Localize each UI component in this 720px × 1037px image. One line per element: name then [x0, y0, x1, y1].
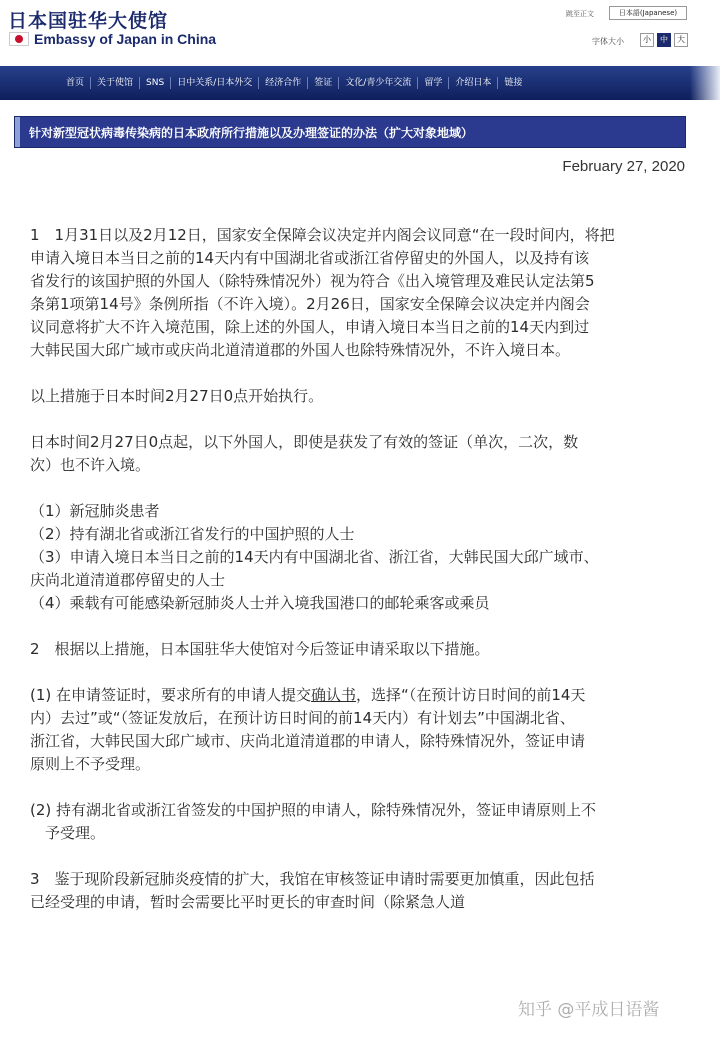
article-title-bar — [14, 116, 686, 148]
font-size-medium-button[interactable]: 中 — [657, 33, 671, 47]
paragraph-line: 次）也不许入境。 — [30, 456, 151, 474]
font-size-large-button[interactable]: 大 — [674, 33, 688, 47]
title-accent — [15, 117, 20, 147]
paragraph-line: 原则上不予受理。 — [30, 755, 151, 773]
paragraph-line: 已经受理的申请，暂时会需要比平时更长的审查时间（除紧急人道 — [30, 893, 466, 911]
nav-item-home[interactable]: 首页 — [60, 77, 91, 89]
nav-item-culture[interactable]: 文化/青少年交流 — [339, 77, 418, 89]
font-size-small-button[interactable]: 小 — [640, 33, 654, 47]
nav-edge-decoration — [690, 66, 720, 100]
watermark: 知乎 @平成日语酱 — [518, 1000, 660, 1020]
list-item: （2）持有湖北省或浙江省发行的中国护照的人士 — [30, 525, 355, 543]
paragraph-line — [30, 684, 680, 707]
main-nav — [0, 66, 720, 100]
paragraph-line: 2 根据以上措施，日本国驻华大使馆对今后签证申请采取以下措施。 — [30, 640, 490, 658]
paragraph-line: 以上措施于日本时间2月27日0点开始执行。 — [30, 387, 324, 405]
paragraph-line: 大韩民国大邱广域市或庆尚北道清道郡的外国人也除特殊情况外，不许入境日本。 — [30, 341, 571, 359]
site-title[interactable]: 日本国驻华大使馆 — [8, 10, 169, 32]
nav-item-about[interactable]: 关于使馆 — [91, 77, 140, 89]
nav-item-relations[interactable]: 日中关系/日本外交 — [171, 77, 259, 89]
paragraph-line: 1 1月31日以及2月12日，国家安全保障会议决定并内阁会议同意“在一段时间内，将把 — [30, 226, 615, 244]
list-item: 庆尚北道清道郡停留史的人士 — [30, 571, 226, 589]
nav-item-links[interactable]: 链接 — [504, 78, 523, 88]
nav-item-economy[interactable]: 经济合作 — [259, 77, 308, 89]
font-size-label: 字体大小 — [592, 37, 624, 46]
paragraph-text: (1) 在申请签证时，要求所有的申请人提交 — [30, 686, 312, 704]
paragraph-line: 予受理。 — [30, 824, 106, 842]
paragraph-line: 议同意将扩大不许入境范围，除上述的外国人，申请入境日本当日之前的14天内到过 — [30, 318, 590, 336]
nav-item-sns[interactable]: SNS — [140, 77, 171, 89]
paragraph-line: 3 鉴于现阶段新冠肺炎疫情的扩大，我馆在审核签证申请时需要更加慎重，因此包括 — [30, 870, 595, 888]
paragraph-line: 省发行的该国护照的外国人（除特殊情况外）视为符合《出入境管理及难民认定法第5 — [30, 272, 595, 290]
language-select[interactable]: 日本語(Japanese) — [609, 6, 687, 20]
confirmation-form-link[interactable]: 确认书 — [311, 686, 357, 704]
nav-item-study[interactable]: 留学 — [418, 77, 449, 89]
paragraph-text: ，选择“（在预计访日时间的前14天 — [356, 686, 586, 704]
article-title: 针对新型冠状病毒传染病的日本政府所行措施以及办理签证的办法（扩大对象地域） — [29, 126, 474, 140]
article-body — [30, 224, 680, 914]
list-item: （3）申请入境日本当日之前的14天内有中国湖北省、浙江省，大韩民国大邱广域市、 — [30, 548, 599, 566]
flag-sun — [15, 35, 23, 43]
nav-item-japan[interactable]: 介绍日本 — [449, 77, 498, 89]
site-header — [0, 0, 720, 66]
nav-item-visa[interactable]: 签证 — [308, 77, 339, 89]
paragraph-line: (2) 持有湖北省或浙江省签发的中国护照的申请人，除特殊情况外，签证申请原则上不 — [30, 801, 597, 819]
article-date: February 27, 2020 — [562, 158, 685, 175]
paragraph-line: 日本时间2月27日0点起，以下外国人，即使是获发了有效的签证（单次，二次，数 — [30, 433, 579, 451]
paragraph-line: 申请入境日本当日之前的14天内有中国湖北省或浙江省停留史的外国人，以及持有该 — [30, 249, 590, 267]
paragraph-line: 条第1项第14号》条例所指（不许入境）。2月26日，国家安全保障会议决定并内阁会 — [30, 295, 590, 313]
japan-flag-icon — [9, 32, 29, 46]
list-item: （4）乘载有可能感染新冠肺炎人士并入境我国港口的邮轮乘客或乘员 — [30, 594, 490, 612]
list-item: （1）新冠肺炎患者 — [30, 502, 160, 520]
site-subtitle[interactable]: Embassy of Japan in China — [34, 31, 217, 47]
paragraph-line: 内）去过”或“（签证发放后，在预计访日时间的前14天内）有计划去”中国湖北省、 — [30, 709, 575, 727]
paragraph-line: 浙江省，大韩民国大邱广域市、庆尚北道清道郡的申请人，除特殊情况外，签证申请 — [30, 732, 586, 750]
skip-to-content-link[interactable]: 跳至正文 — [566, 10, 594, 18]
